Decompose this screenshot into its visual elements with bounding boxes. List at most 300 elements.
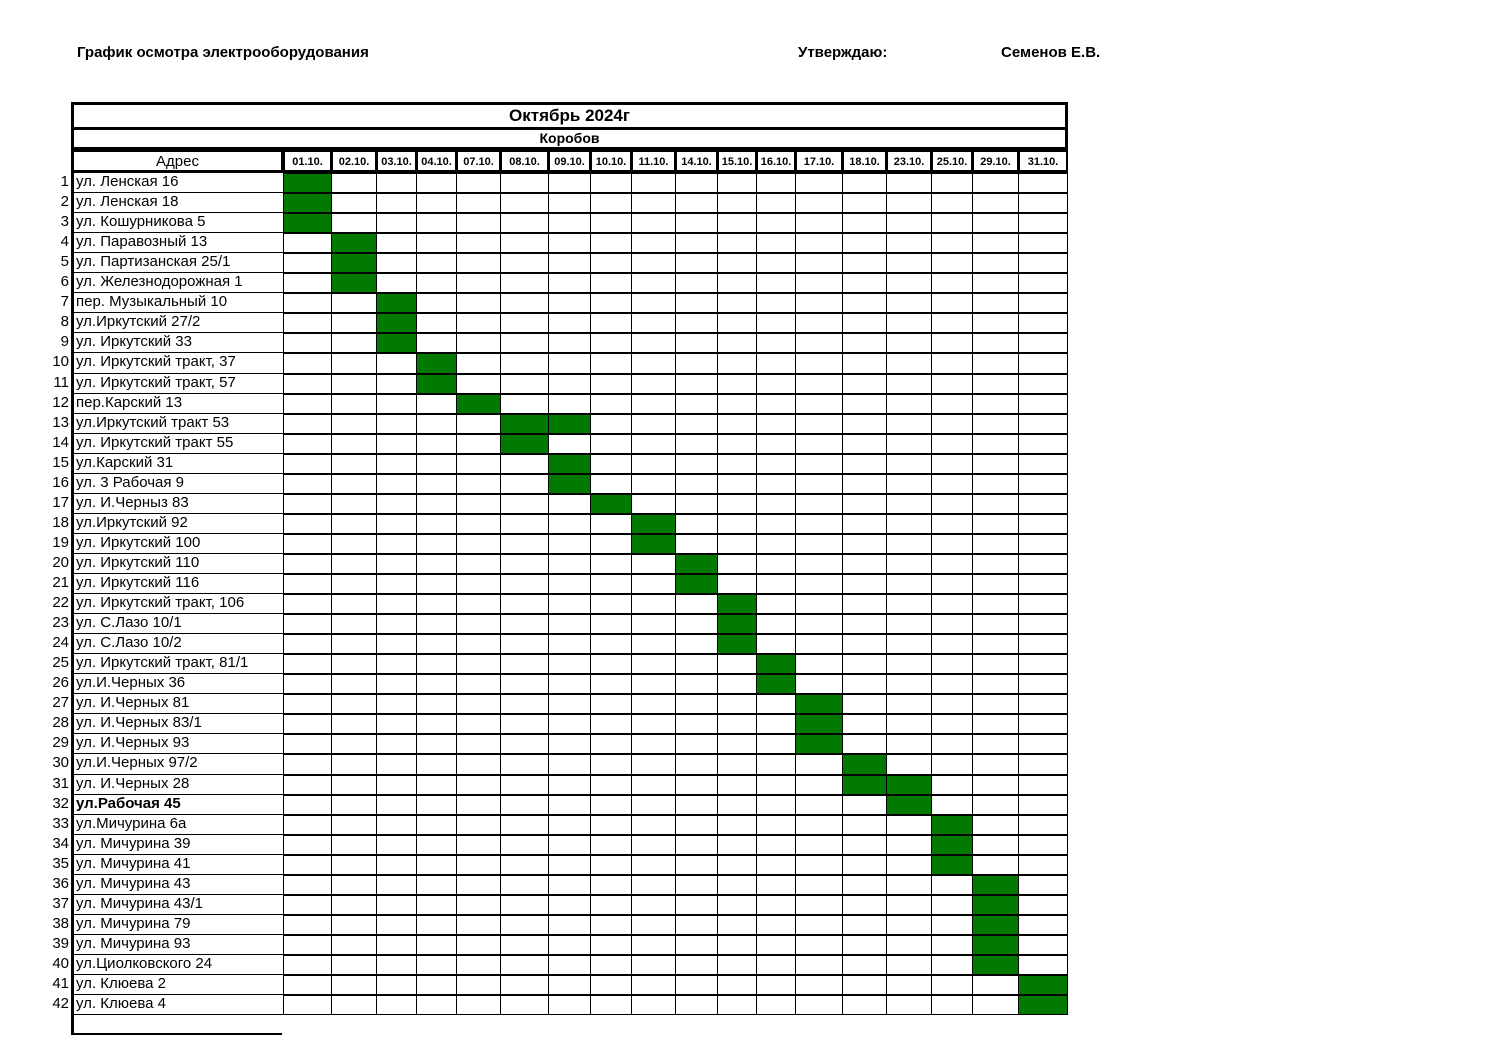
schedule-cell <box>376 653 417 674</box>
schedule-cell <box>590 393 632 414</box>
schedule-cell <box>376 573 417 594</box>
schedule-cell <box>376 593 417 614</box>
schedule-cell <box>376 874 417 895</box>
schedule-cell <box>1018 774 1068 795</box>
schedule-cell <box>500 553 549 574</box>
schedule-cell <box>795 653 843 674</box>
schedule-cell <box>972 493 1019 514</box>
schedule-cell <box>500 252 549 273</box>
schedule-cell <box>675 292 718 313</box>
schedule-cell <box>842 433 887 454</box>
schedule-cell <box>795 352 843 374</box>
schedule-cell <box>590 653 632 674</box>
schedule-cell <box>756 493 796 514</box>
schedule-cell <box>376 994 417 1015</box>
schedule-cell <box>500 914 549 935</box>
inspection-mark-cell <box>931 854 973 875</box>
schedule-cell <box>795 453 843 474</box>
schedule-cell <box>795 413 843 434</box>
schedule-cell <box>972 854 1019 875</box>
schedule-cell <box>972 332 1019 353</box>
schedule-cell <box>972 413 1019 434</box>
schedule-cell <box>675 232 718 253</box>
schedule-cell <box>590 774 632 795</box>
schedule-cell <box>886 312 932 333</box>
schedule-cell <box>886 914 932 935</box>
schedule-cell <box>972 794 1019 815</box>
schedule-cell <box>283 352 332 374</box>
schedule-cell <box>456 774 501 795</box>
schedule-cell <box>795 553 843 574</box>
schedule-cell <box>631 553 676 574</box>
schedule-cell <box>331 954 377 975</box>
address-cell: ул. Иркутский тракт, 37 <box>72 352 284 374</box>
schedule-cell <box>456 332 501 353</box>
schedule-cell <box>1018 653 1068 674</box>
schedule-cell <box>631 473 676 494</box>
schedule-cell <box>376 673 417 694</box>
schedule-cell <box>631 373 676 394</box>
schedule-cell <box>590 834 632 855</box>
schedule-cell <box>331 713 377 734</box>
person-name: Коробов <box>539 130 600 146</box>
schedule-cell <box>631 673 676 694</box>
schedule-cell <box>675 352 718 374</box>
schedule-cell <box>548 633 591 654</box>
schedule-cell <box>283 753 332 775</box>
schedule-cell <box>972 814 1019 835</box>
schedule-cell <box>376 433 417 454</box>
schedule-cell <box>376 774 417 795</box>
schedule-cell <box>590 733 632 754</box>
schedule-cell <box>886 653 932 674</box>
schedule-cell <box>931 553 973 574</box>
schedule-cell <box>795 212 843 233</box>
schedule-cell <box>756 794 796 815</box>
schedule-cell <box>416 453 457 474</box>
schedule-cell <box>886 593 932 614</box>
schedule-cell <box>842 393 887 414</box>
row-number: 24 <box>52 634 69 651</box>
schedule-cell <box>675 854 718 875</box>
schedule-cell <box>931 373 973 394</box>
inspection-mark-cell <box>842 753 887 775</box>
row-number: 30 <box>52 754 69 771</box>
schedule-cell <box>416 693 457 714</box>
date-header: 03.10. <box>376 150 417 172</box>
schedule-cell <box>795 974 843 995</box>
schedule-cell <box>1018 252 1068 273</box>
address-cell: ул. Мичурина 93 <box>72 934 284 955</box>
schedule-cell <box>931 473 973 494</box>
schedule-cell <box>756 713 796 734</box>
schedule-cell <box>456 673 501 694</box>
schedule-cell <box>500 854 549 875</box>
schedule-cell <box>500 292 549 313</box>
schedule-cell <box>675 753 718 775</box>
schedule-cell <box>456 192 501 213</box>
schedule-cell <box>283 613 332 634</box>
schedule-cell <box>283 713 332 734</box>
schedule-cell <box>456 473 501 494</box>
schedule-cell <box>590 914 632 935</box>
schedule-cell <box>795 473 843 494</box>
schedule-cell <box>931 753 973 775</box>
schedule-cell <box>548 332 591 353</box>
schedule-cell <box>795 894 843 915</box>
schedule-cell <box>795 834 843 855</box>
schedule-cell <box>1018 493 1068 514</box>
schedule-cell <box>842 954 887 975</box>
schedule-cell <box>456 994 501 1015</box>
schedule-cell <box>631 292 676 313</box>
schedule-cell <box>842 232 887 253</box>
schedule-cell <box>675 653 718 674</box>
schedule-cell <box>717 352 757 374</box>
row-number: 38 <box>52 915 69 932</box>
schedule-cell <box>456 292 501 313</box>
inspection-mark-cell <box>631 513 676 534</box>
schedule-cell <box>631 994 676 1015</box>
schedule-cell <box>717 693 757 714</box>
inspection-mark-cell <box>717 593 757 614</box>
row-number: 32 <box>52 795 69 812</box>
schedule-cell <box>756 433 796 454</box>
schedule-cell <box>717 493 757 514</box>
schedule-cell <box>590 553 632 574</box>
schedule-cell <box>795 373 843 394</box>
schedule-cell <box>931 593 973 614</box>
schedule-cell <box>456 573 501 594</box>
schedule-cell <box>795 433 843 454</box>
schedule-cell <box>886 834 932 855</box>
schedule-cell <box>283 854 332 875</box>
schedule-cell <box>548 934 591 955</box>
schedule-cell <box>500 613 549 634</box>
schedule-cell <box>931 874 973 895</box>
address-cell: ул. Иркутский 116 <box>72 573 284 594</box>
schedule-cell <box>1018 172 1068 193</box>
address-cell: ул. Железнодорожная 1 <box>72 272 284 293</box>
schedule-cell <box>416 292 457 313</box>
schedule-cell <box>756 373 796 394</box>
schedule-cell <box>416 533 457 554</box>
schedule-cell <box>886 292 932 313</box>
schedule-cell <box>416 332 457 353</box>
schedule-cell <box>283 232 332 253</box>
schedule-cell <box>931 252 973 273</box>
schedule-cell <box>416 954 457 975</box>
schedule-cell <box>631 493 676 514</box>
schedule-cell <box>631 393 676 414</box>
schedule-cell <box>590 673 632 694</box>
schedule-cell <box>456 834 501 855</box>
schedule-cell <box>331 453 377 474</box>
address-cell: ул.И.Черных 36 <box>72 673 284 694</box>
schedule-cell <box>500 934 549 955</box>
schedule-cell <box>283 433 332 454</box>
schedule-cell <box>631 834 676 855</box>
schedule-cell <box>931 894 973 915</box>
schedule-cell <box>972 593 1019 614</box>
schedule-cell <box>717 473 757 494</box>
schedule-cell <box>842 573 887 594</box>
inspection-mark-cell <box>500 433 549 454</box>
schedule-cell <box>376 733 417 754</box>
schedule-cell <box>675 954 718 975</box>
schedule-cell <box>416 192 457 213</box>
date-header: 16.10. <box>756 150 796 172</box>
schedule-cell <box>675 332 718 353</box>
schedule-cell <box>631 934 676 955</box>
schedule-cell <box>1018 473 1068 494</box>
schedule-cell <box>631 894 676 915</box>
schedule-cell <box>931 453 973 474</box>
schedule-cell <box>376 252 417 273</box>
schedule-cell <box>717 252 757 273</box>
schedule-cell <box>548 834 591 855</box>
inspection-mark-cell <box>456 393 501 414</box>
schedule-cell <box>842 653 887 674</box>
date-header: 09.10. <box>548 150 591 172</box>
schedule-cell <box>675 673 718 694</box>
schedule-cell <box>590 332 632 353</box>
address-cell: ул. Иркутский тракт 55 <box>72 433 284 454</box>
schedule-cell <box>972 713 1019 734</box>
schedule-cell <box>416 753 457 775</box>
schedule-cell <box>548 794 591 815</box>
schedule-cell <box>456 252 501 273</box>
schedule-cell <box>1018 232 1068 253</box>
schedule-cell <box>631 794 676 815</box>
inspection-mark-cell <box>1018 974 1068 995</box>
schedule-cell <box>756 352 796 374</box>
schedule-cell <box>1018 393 1068 414</box>
schedule-cell <box>717 232 757 253</box>
schedule-cell <box>456 533 501 554</box>
schedule-cell <box>416 814 457 835</box>
schedule-cell <box>283 493 332 514</box>
date-header: 08.10. <box>500 150 549 172</box>
schedule-cell <box>548 653 591 674</box>
schedule-cell <box>590 894 632 915</box>
inspection-mark-cell <box>548 473 591 494</box>
schedule-cell <box>717 172 757 193</box>
inspection-mark-cell <box>795 733 843 754</box>
schedule-cell <box>456 934 501 955</box>
schedule-cell <box>283 373 332 394</box>
schedule-cell <box>456 954 501 975</box>
schedule-cell <box>886 513 932 534</box>
schedule-cell <box>842 553 887 574</box>
address-cell: ул. Мичурина 43/1 <box>72 894 284 915</box>
schedule-cell <box>376 613 417 634</box>
schedule-cell <box>376 473 417 494</box>
schedule-cell <box>842 593 887 614</box>
schedule-cell <box>756 172 796 193</box>
schedule-cell <box>795 192 843 213</box>
schedule-cell <box>631 854 676 875</box>
schedule-cell <box>331 613 377 634</box>
schedule-cell <box>795 513 843 534</box>
date-header: 17.10. <box>795 150 843 172</box>
schedule-cell <box>416 593 457 614</box>
schedule-cell <box>456 513 501 534</box>
schedule-cell <box>756 894 796 915</box>
schedule-cell <box>500 453 549 474</box>
schedule-cell <box>842 834 887 855</box>
schedule-cell <box>331 352 377 374</box>
schedule-cell <box>1018 814 1068 835</box>
schedule-cell <box>931 433 973 454</box>
schedule-cell <box>972 653 1019 674</box>
schedule-cell <box>456 894 501 915</box>
schedule-cell <box>1018 513 1068 534</box>
row-number: 1 <box>60 173 69 190</box>
schedule-cell <box>416 633 457 654</box>
inspection-mark-cell <box>795 693 843 714</box>
schedule-cell <box>590 292 632 313</box>
row-number: 17 <box>52 494 69 511</box>
schedule-cell <box>590 994 632 1015</box>
schedule-cell <box>795 934 843 955</box>
schedule-cell <box>795 272 843 293</box>
schedule-cell <box>842 473 887 494</box>
schedule-cell <box>675 633 718 654</box>
schedule-cell <box>756 954 796 975</box>
schedule-cell <box>548 393 591 414</box>
row-number: 15 <box>52 454 69 471</box>
schedule-cell <box>842 633 887 654</box>
schedule-cell <box>283 292 332 313</box>
schedule-cell <box>886 272 932 293</box>
schedule-cell <box>548 854 591 875</box>
document-title: График осмотра электрооборудования <box>77 44 369 61</box>
schedule-cell <box>795 573 843 594</box>
schedule-cell <box>931 513 973 534</box>
schedule-cell <box>416 613 457 634</box>
schedule-cell <box>631 272 676 293</box>
schedule-cell <box>456 653 501 674</box>
schedule-cell <box>376 794 417 815</box>
schedule-cell <box>1018 633 1068 654</box>
schedule-cell <box>590 352 632 374</box>
schedule-cell <box>548 693 591 714</box>
schedule-cell <box>500 753 549 775</box>
schedule-cell <box>842 733 887 754</box>
schedule-cell <box>972 733 1019 754</box>
schedule-cell <box>931 613 973 634</box>
inspection-mark-cell <box>675 553 718 574</box>
schedule-cell <box>717 874 757 895</box>
schedule-cell <box>631 874 676 895</box>
schedule-cell <box>972 994 1019 1015</box>
row-number: 20 <box>52 554 69 571</box>
schedule-cell <box>631 974 676 995</box>
inspection-mark-cell <box>331 272 377 293</box>
schedule-cell <box>456 974 501 995</box>
schedule-cell <box>1018 794 1068 815</box>
schedule-cell <box>456 713 501 734</box>
schedule-cell <box>675 994 718 1015</box>
schedule-cell <box>842 252 887 273</box>
schedule-cell <box>590 413 632 434</box>
address-cell: ул. С.Лазо 10/1 <box>72 613 284 634</box>
schedule-cell <box>590 693 632 714</box>
schedule-cell <box>795 814 843 835</box>
schedule-cell <box>500 794 549 815</box>
schedule-cell <box>886 352 932 374</box>
row-number: 35 <box>52 855 69 872</box>
date-header: 18.10. <box>842 150 887 172</box>
address-cell: ул. Клюева 2 <box>72 974 284 995</box>
schedule-cell <box>886 994 932 1015</box>
address-cell: ул. И.Черныз 83 <box>72 493 284 514</box>
row-number: 11 <box>53 374 69 391</box>
schedule-cell <box>675 974 718 995</box>
schedule-cell <box>717 914 757 935</box>
inspection-mark-cell <box>500 413 549 434</box>
schedule-cell <box>842 453 887 474</box>
schedule-cell <box>416 854 457 875</box>
row-number: 41 <box>52 975 69 992</box>
schedule-cell <box>1018 272 1068 293</box>
schedule-cell <box>756 593 796 614</box>
schedule-cell <box>675 894 718 915</box>
inspection-mark-cell <box>972 914 1019 935</box>
schedule-cell <box>500 192 549 213</box>
schedule-cell <box>756 393 796 414</box>
address-cell: ул. И.Черных 28 <box>72 774 284 795</box>
schedule-cell <box>416 774 457 795</box>
row-number: 27 <box>52 694 69 711</box>
schedule-cell <box>675 834 718 855</box>
schedule-cell <box>886 894 932 915</box>
inspection-mark-cell <box>283 212 332 233</box>
schedule-cell <box>886 633 932 654</box>
schedule-cell <box>416 172 457 193</box>
schedule-cell <box>331 934 377 955</box>
schedule-cell <box>886 413 932 434</box>
schedule-cell <box>590 573 632 594</box>
schedule-cell <box>590 192 632 213</box>
schedule-cell <box>795 673 843 694</box>
schedule-cell <box>548 894 591 915</box>
row-number: 39 <box>52 935 69 952</box>
schedule-cell <box>886 573 932 594</box>
schedule-cell <box>1018 533 1068 554</box>
schedule-cell <box>717 553 757 574</box>
schedule-cell <box>795 232 843 253</box>
schedule-cell <box>416 653 457 674</box>
schedule-cell <box>456 232 501 253</box>
schedule-cell <box>1018 954 1068 975</box>
schedule-cell <box>1018 894 1068 915</box>
row-number: 12 <box>52 394 69 411</box>
schedule-cell <box>756 533 796 554</box>
schedule-cell <box>283 914 332 935</box>
address-cell: ул.Циолковского 24 <box>72 954 284 975</box>
address-cell: ул. Иркутский тракт, 57 <box>72 373 284 394</box>
schedule-cell <box>756 272 796 293</box>
schedule-cell <box>886 533 932 554</box>
schedule-cell <box>931 212 973 233</box>
schedule-cell <box>376 934 417 955</box>
schedule-cell <box>331 834 377 855</box>
schedule-cell <box>972 573 1019 594</box>
schedule-cell <box>675 252 718 273</box>
schedule-cell <box>548 753 591 775</box>
